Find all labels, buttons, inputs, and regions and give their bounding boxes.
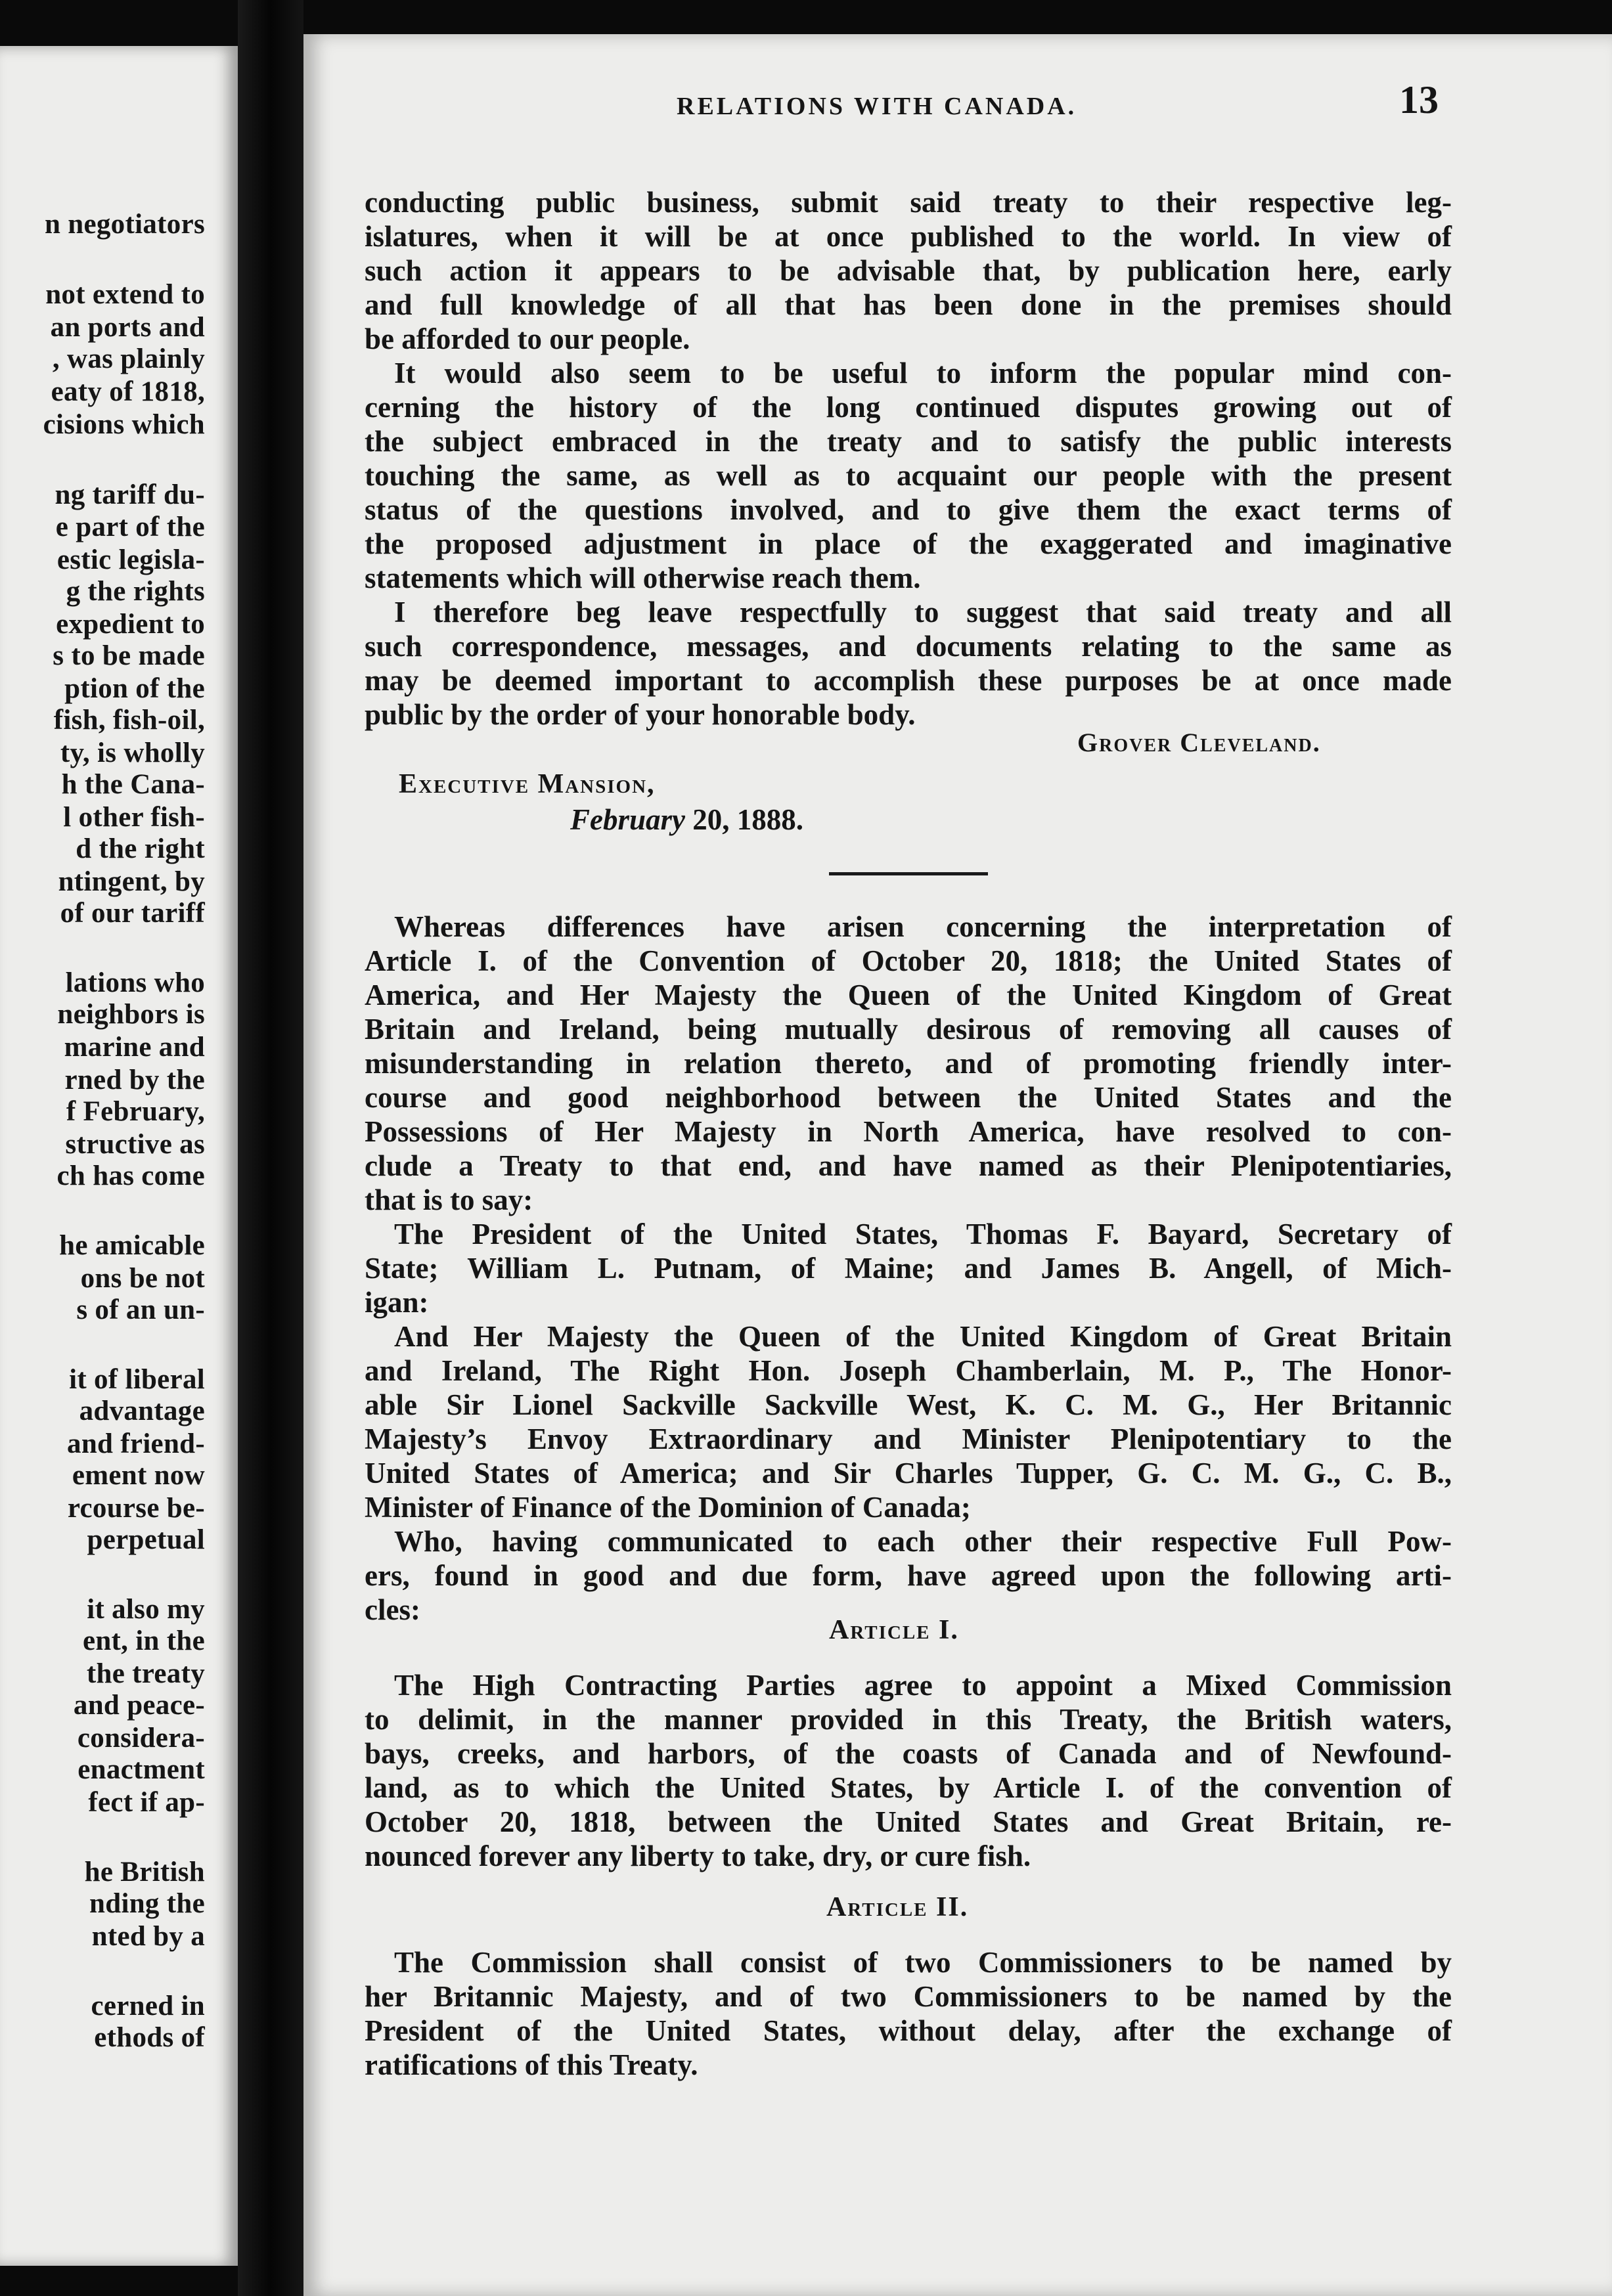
signature: Grover Cleveland. bbox=[1077, 728, 1321, 757]
left-page-line: and friend- bbox=[67, 1428, 205, 1459]
left-page-line: ption of the bbox=[64, 673, 205, 704]
body-text-line: It would also seem to be useful to inform the popular mind con- bbox=[394, 357, 1452, 389]
left-page-line: he amicable bbox=[59, 1230, 205, 1261]
body-text-line: cles: bbox=[365, 1593, 420, 1626]
body-text-line: course and good neighborhood between the United States and the bbox=[365, 1081, 1452, 1114]
left-page-line: it of liberal bbox=[69, 1364, 205, 1395]
body-text-line: The Commission shall consist of two Commissioners to be named by bbox=[394, 1946, 1452, 1979]
left-page-line: structive as bbox=[65, 1129, 205, 1160]
section-divider bbox=[829, 872, 988, 875]
article-2-heading: Article II. bbox=[826, 1892, 969, 1922]
left-page-line: it also my bbox=[87, 1594, 205, 1625]
left-page-line: fish, fish-oil, bbox=[53, 705, 205, 736]
body-text-line: her Britannic Majesty, and of two Commissioners to be named by the bbox=[365, 1980, 1452, 2013]
body-text-line: such action it appears to be advisable that, by publication here, early bbox=[365, 254, 1452, 287]
left-page-line: rned by the bbox=[64, 1065, 205, 1095]
body-text-line: touching the same, as well as to acquaint our people with the present bbox=[365, 459, 1452, 492]
left-page-line: expedient to bbox=[56, 609, 205, 640]
left-page-line: and peace- bbox=[73, 1690, 205, 1721]
body-text-line: Minister of Finance of the Dominion of Canada; bbox=[365, 1491, 971, 1524]
left-page-line: nted by a bbox=[91, 1921, 205, 1952]
body-text-line: may be deemed important to accomplish these purposes be at once made bbox=[365, 664, 1452, 697]
body-text-line: islatures, when it will be at once published to the world. In view of bbox=[365, 220, 1452, 253]
body-text-line: President of the United States, without delay, after the exchange of bbox=[365, 2014, 1452, 2047]
body-text-line: The President of the United States, Thomas F. Bayard, Secretary of bbox=[394, 1218, 1452, 1250]
left-page-line: ntingent, by bbox=[58, 866, 205, 897]
body-text-line: nounced forever any liberty to take, dry, or cure fish. bbox=[365, 1840, 1031, 1872]
body-text-line: United States of America; and Sir Charles Tupper, G. C. M. G., C. B., bbox=[365, 1457, 1452, 1490]
left-page-line: cisions which bbox=[43, 409, 205, 440]
left-page-line: h the Cana- bbox=[61, 769, 205, 800]
left-page-line: estic legisla- bbox=[56, 544, 205, 575]
body-text-line: conducting public business, submit said treaty to their respective leg- bbox=[365, 186, 1452, 219]
left-page-line: rcourse be- bbox=[67, 1493, 205, 1524]
left-page-line: eaty of 1818, bbox=[51, 376, 205, 407]
body-text-line: bays, creeks, and harbors, of the coasts of Canada and of Newfound- bbox=[365, 1737, 1452, 1770]
left-page-line: he British bbox=[84, 1857, 205, 1888]
left-page-line: l other fish- bbox=[63, 802, 205, 833]
left-page-line: marine and bbox=[64, 1032, 205, 1063]
body-text-line: that is to say: bbox=[365, 1183, 533, 1216]
date-day-year: 20, 1888. bbox=[685, 803, 804, 836]
body-text-line: ers, found in good and due form, have agreed upon the following arti- bbox=[365, 1559, 1452, 1592]
left-page-line: enactment bbox=[78, 1754, 205, 1785]
body-text-line: clude a Treaty to that end, and have named as their Plenipotentiaries, bbox=[365, 1149, 1452, 1182]
left-page-line: perpetual bbox=[87, 1524, 205, 1555]
left-page-line: an ports and bbox=[50, 312, 205, 343]
left-page-line: s to be made bbox=[53, 640, 205, 671]
body-text-line: the proposed adjustment in place of the exaggerated and imaginative bbox=[365, 527, 1452, 560]
left-page-line: considera- bbox=[77, 1723, 205, 1754]
body-text-line: be afforded to our people. bbox=[365, 322, 690, 355]
left-page-line: ng tariff du- bbox=[55, 479, 205, 510]
body-text-line: America, and Her Majesty the Queen of the United Kingdom of Great bbox=[365, 979, 1452, 1011]
body-text-line: Article I. of the Convention of October 20, 1818; the United States of bbox=[365, 944, 1452, 977]
date-month: February bbox=[570, 803, 686, 836]
body-text-line: to delimit, in the manner provided in this Treaty, the British waters, bbox=[365, 1703, 1452, 1736]
left-page-line: ty, is wholly bbox=[60, 738, 205, 768]
body-text-line: Britain and Ireland, being mutually desirous of removing all causes of bbox=[365, 1013, 1452, 1046]
left-page-line: f February, bbox=[66, 1096, 205, 1127]
body-text-line: The High Contracting Parties agree to appoint a Mixed Commission bbox=[394, 1669, 1452, 1702]
left-page-line: the treaty bbox=[86, 1658, 205, 1689]
running-head: RELATIONS WITH CANADA. bbox=[677, 93, 1077, 120]
body-text-line: the subject embraced in the treaty and to satisfy the public interests bbox=[365, 425, 1452, 458]
body-text-line: able Sir Lionel Sackville Sackville West, K. C. M. G., Her Britannic bbox=[365, 1388, 1452, 1421]
body-text-line: Majesty’s Envoy Extraordinary and Minister Plenipotentiary to the bbox=[365, 1423, 1452, 1455]
left-page-line: of our tariff bbox=[60, 898, 205, 929]
left-page-line: ons be not bbox=[80, 1263, 205, 1294]
left-page-line: not extend to bbox=[45, 279, 205, 310]
body-text-line: ratifications of this Treaty. bbox=[365, 2048, 698, 2081]
executive-mansion-line: Executive Mansion, bbox=[399, 769, 656, 799]
left-page-line: ent, in the bbox=[82, 1625, 205, 1656]
body-text-line: cerning the history of the long continued disputes growing out of bbox=[365, 391, 1452, 424]
left-page-line: ethods of bbox=[94, 2022, 205, 2053]
left-page-line: cerned in bbox=[91, 1991, 205, 2021]
left-page-line: d the right bbox=[76, 833, 205, 864]
body-text-line: public by the order of your honorable body. bbox=[365, 698, 916, 731]
left-page-line: e part of the bbox=[55, 512, 205, 542]
body-text-line: such correspondence, messages, and documents relating to the same as bbox=[365, 630, 1452, 663]
body-text-line: statements which will otherwise reach them. bbox=[365, 562, 921, 594]
body-text-line: misunderstanding in relation thereto, and of promoting friendly inter- bbox=[365, 1047, 1452, 1080]
body-text-line: State; William L. Putnam, of Maine; and James B. Angell, of Mich- bbox=[365, 1252, 1452, 1285]
body-text-line: And Her Majesty the Queen of the United Kingdom of Great Britain bbox=[394, 1320, 1452, 1353]
left-page-line: n negotiators bbox=[45, 209, 205, 240]
left-page-line: advantage bbox=[79, 1396, 205, 1426]
left-page-line: , was plainly bbox=[52, 343, 205, 374]
body-text-line: October 20, 1818, between the United States and Great Britain, re- bbox=[365, 1805, 1452, 1838]
body-text-line: and full knowledge of all that has been done in the premises should bbox=[365, 288, 1452, 321]
left-page-line: ement now bbox=[72, 1460, 205, 1491]
body-text-line: Who, having communicated to each other their respective Full Pow- bbox=[394, 1525, 1452, 1558]
article-1-heading: Article I. bbox=[829, 1615, 959, 1645]
body-text-line: Possessions of Her Majesty in North America, have resolved to con- bbox=[365, 1115, 1452, 1148]
left-page-line: lations who bbox=[65, 967, 205, 998]
body-text-line: status of the questions involved, and to give them the exact terms of bbox=[365, 493, 1452, 526]
body-text-line: I therefore beg leave respectfully to suggest that said treaty and all bbox=[394, 596, 1452, 629]
left-page-line: neighbors is bbox=[57, 999, 205, 1030]
body-text-line: Whereas differences have arisen concerning the interpretation of bbox=[394, 910, 1452, 943]
book-gutter bbox=[238, 0, 303, 2296]
left-page-line: g the rights bbox=[66, 576, 205, 607]
body-text-line: land, as to which the United States, by Article I. of the convention of bbox=[365, 1771, 1452, 1804]
left-page-line: fect if ap- bbox=[88, 1787, 205, 1818]
left-page-line: ch has come bbox=[56, 1160, 205, 1191]
body-text-line: and Ireland, The Right Hon. Joseph Chamberlain, M. P., The Honor- bbox=[365, 1354, 1452, 1387]
page-number: 13 bbox=[1399, 78, 1439, 121]
date-line bbox=[570, 803, 803, 837]
left-page-line: nding the bbox=[89, 1888, 205, 1919]
left-page-line: s of an un- bbox=[76, 1294, 205, 1325]
body-text-line: igan: bbox=[365, 1286, 429, 1319]
